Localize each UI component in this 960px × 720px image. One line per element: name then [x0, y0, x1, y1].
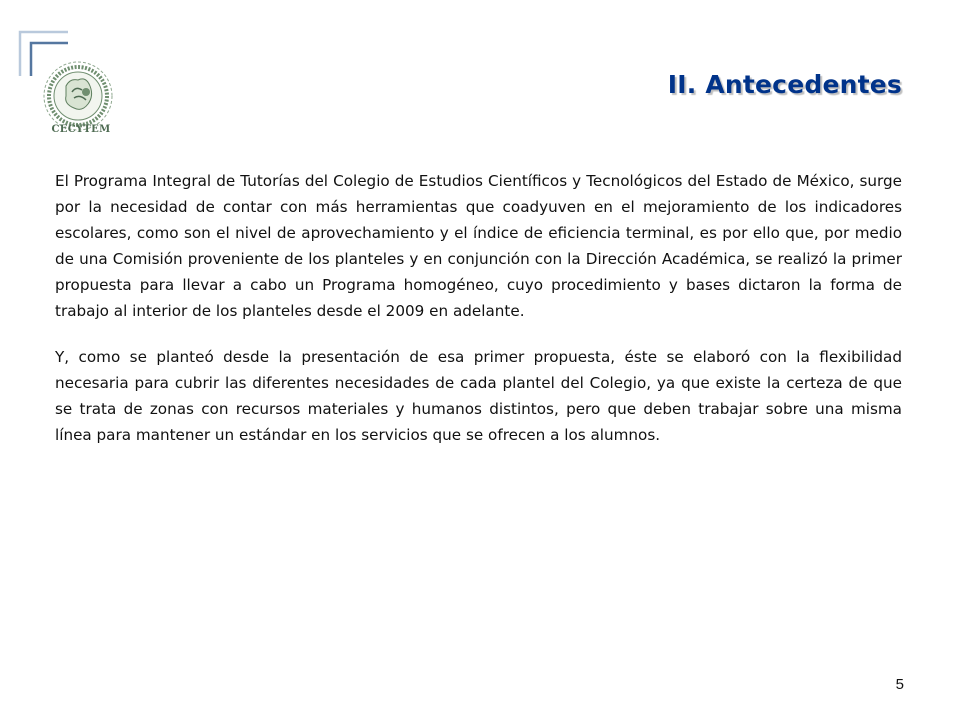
- slide-title: II. Antecedentes: [667, 70, 902, 99]
- paragraph-2: Y, como se planteó desde la presentación de esa primer propuesta, éste se elaboró con la flexibilidad necesaria para cubrir las diferentes necesidades de cada plantel del Colegio, ya que existe la certeza de que se trata de zonas con recursos materiales y humanos distintos, pero que deben trabajar sobre una misma línea para mantener un estándar en los servicios que se ofrecen a los alumnos.: [55, 348, 902, 444]
- paragraph-1: El Programa Integral de Tutorías del Colegio de Estudios Científicos y Tecnológicos del Estado de México, surge por la necesidad de contar con más herramientas que coadyuven en el mejoramiento de los indicadores escolares, como son el nivel de aprovechamiento y el índice de eficiencia terminal, es por ello que, por medio de una Comisión proveniente de los planteles y en conjunción con la Dirección Académica, se realizó la primer propuesta para llevar a cabo un Programa homogéneo, cuyo procedimiento y bases dictaron la forma de trabajo al interior de los planteles desde el 2009 en adelante.: [55, 172, 902, 320]
- logo-text: CECYTEM: [51, 124, 111, 135]
- body-content: [55, 168, 902, 448]
- page-number: 5: [895, 676, 904, 693]
